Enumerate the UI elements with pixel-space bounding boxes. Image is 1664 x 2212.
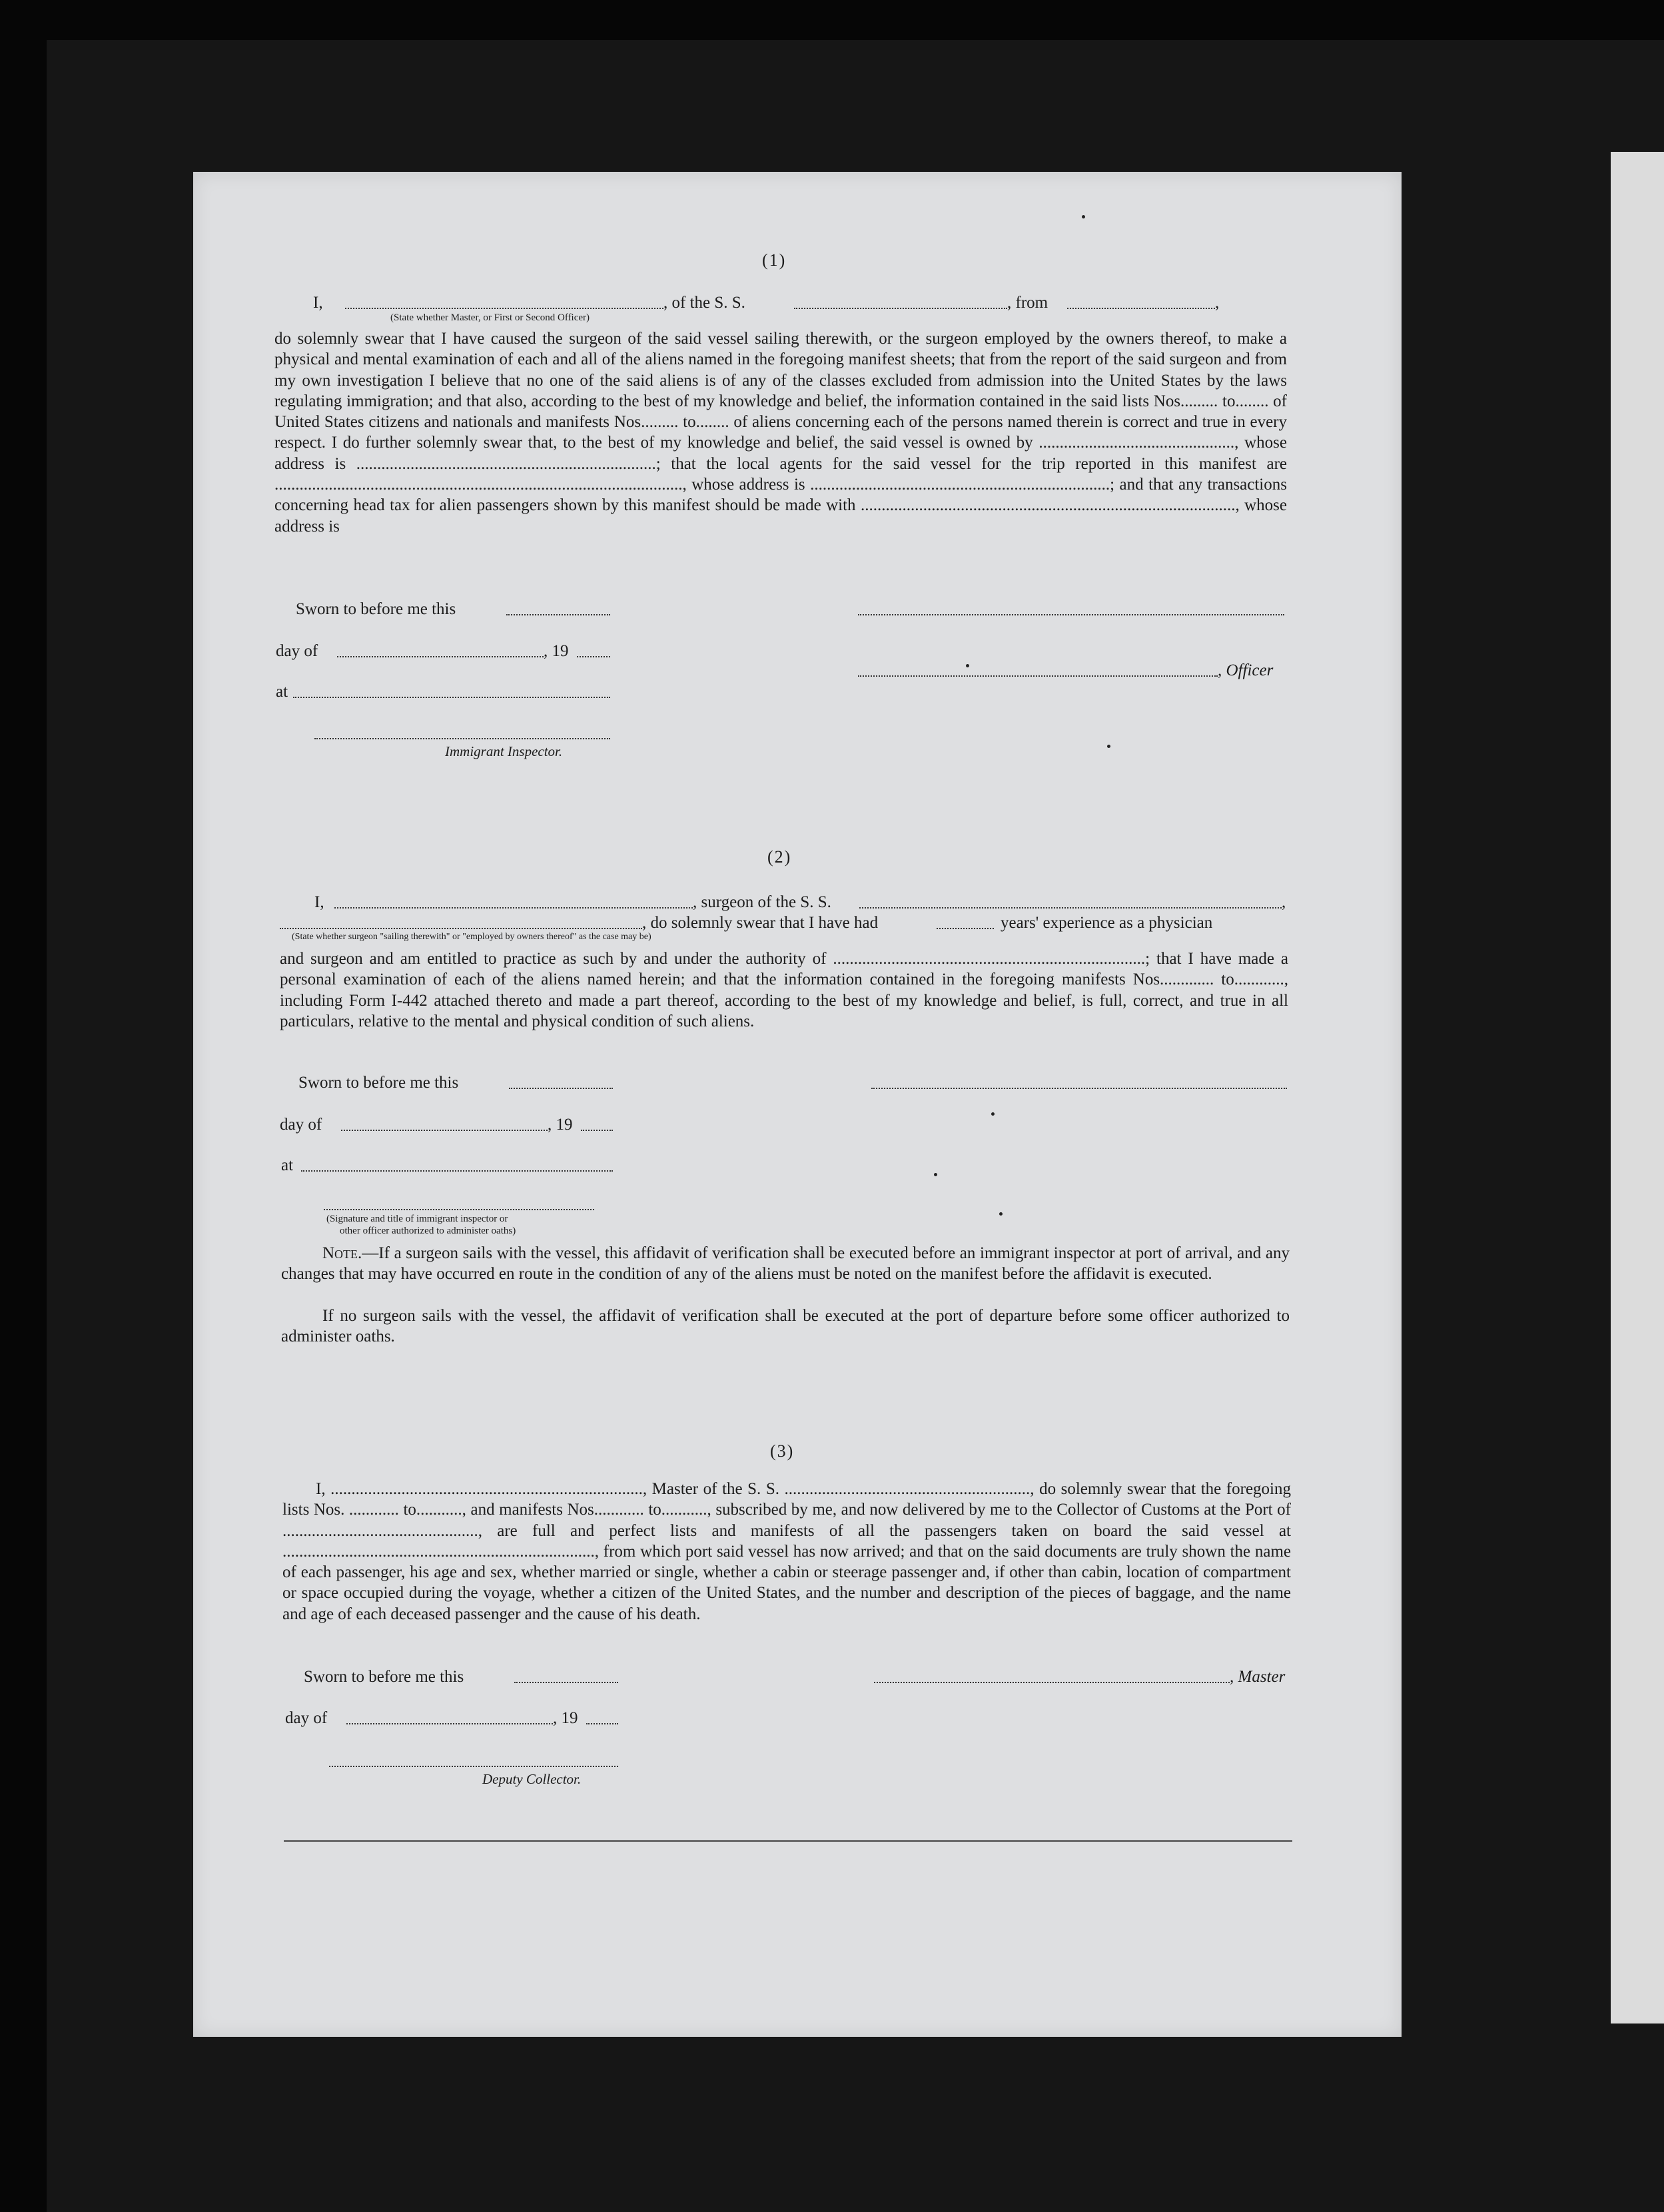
section-1-day-field[interactable] bbox=[337, 656, 544, 657]
film-frame-top bbox=[0, 0, 1664, 40]
section-1-year-label: , 19 bbox=[544, 642, 569, 660]
speck bbox=[966, 664, 969, 667]
section-2-sworn-label: Sworn to before me this bbox=[298, 1074, 459, 1092]
section-3-number: (3) bbox=[770, 1441, 795, 1461]
section-1-signature-field[interactable] bbox=[858, 614, 1284, 615]
speck bbox=[1082, 215, 1085, 218]
bottom-rule bbox=[284, 1840, 1292, 1842]
section-1-year-field[interactable] bbox=[577, 656, 610, 657]
section-1-from: , from bbox=[1007, 294, 1048, 312]
section-3-sworn-field[interactable] bbox=[514, 1682, 618, 1683]
surgeon-name-field[interactable] bbox=[334, 907, 693, 909]
officer-title-field[interactable] bbox=[345, 308, 663, 309]
section-1-of-ss: , of the S. S. bbox=[663, 294, 745, 312]
section-2-at-field[interactable] bbox=[301, 1170, 613, 1172]
section-1-inspector-signature-field[interactable] bbox=[314, 738, 610, 739]
section-2-year-field[interactable] bbox=[581, 1130, 613, 1131]
section-3-day-field[interactable] bbox=[346, 1723, 553, 1724]
master-signature-field[interactable] bbox=[874, 1682, 1230, 1683]
section-2-sworn-field[interactable] bbox=[509, 1088, 613, 1089]
section-2-officer-signature-field[interactable] bbox=[324, 1209, 594, 1210]
deputy-collector-signature-field[interactable] bbox=[329, 1766, 618, 1767]
section-1-officer-label: , Officer bbox=[1218, 661, 1274, 679]
speck bbox=[1107, 745, 1110, 748]
section-2-surgeon: , surgeon of the S. S. bbox=[693, 893, 831, 911]
section-2-vessel-field[interactable] bbox=[859, 907, 1282, 909]
vessel-name-field[interactable] bbox=[794, 308, 1007, 309]
section-1-day-of-label: day of bbox=[276, 642, 318, 660]
section-1-sworn-field[interactable] bbox=[506, 614, 610, 615]
speck bbox=[934, 1173, 937, 1176]
manifest-page bbox=[193, 172, 1402, 2037]
section-1-at-label: at bbox=[276, 683, 288, 701]
note-paragraph-2: If no surgeon sails with the vessel, the affidavit of verification shall be executed at the port of departure before some officer authorized to administer oaths. bbox=[281, 1307, 1290, 1346]
section-1-inspector-caption: Immigrant Inspector. bbox=[445, 743, 563, 759]
from-port-field[interactable] bbox=[1067, 308, 1215, 309]
section-1-comma: , bbox=[1215, 294, 1220, 312]
surgeon-status-field[interactable] bbox=[280, 928, 642, 929]
section-1-number: (1) bbox=[762, 250, 787, 270]
section-3-year-field[interactable] bbox=[586, 1723, 618, 1724]
section-2-day-of-label: day of bbox=[280, 1116, 322, 1134]
section-2-day-field[interactable] bbox=[341, 1130, 548, 1131]
section-2-at-label: at bbox=[281, 1156, 294, 1174]
section-1-at-field[interactable] bbox=[293, 697, 610, 698]
speck bbox=[991, 1112, 995, 1116]
section-2-i: I, bbox=[314, 893, 324, 911]
section-2-paragraph: and surgeon and am entitled to practice as such by and under the authority of ...........................................................................; that I have made a personal examination of each of the aliens named herein; and that the information contained in the foregoing manifests Nos............. to............, including Form I-442 attached thereto and made a part thereof, according to the best of my knowledge and belief, is full, correct, and true in all particulars, relative to the mental and physical condition of such aliens. bbox=[280, 950, 1288, 1030]
section-2-caption: (State whether surgeon "sailing therewith" or "employed by owners thereof" as the case may be) bbox=[292, 932, 651, 942]
note-paragraph-1 bbox=[281, 1243, 1290, 1285]
section-1-sworn-label: Sworn to before me this bbox=[296, 600, 456, 618]
section-2-years: years' experience as a physician bbox=[1001, 914, 1213, 932]
section-2-swear: , do solemnly swear that I have had bbox=[642, 914, 879, 932]
section-3-signer-caption: Deputy Collector. bbox=[482, 1771, 582, 1787]
section-2-signature-field[interactable] bbox=[871, 1088, 1287, 1089]
section-1-i: I, bbox=[313, 294, 323, 312]
officer-name-field[interactable] bbox=[858, 675, 1218, 677]
section-2-signer-line-2: other officer authorized to administer oaths) bbox=[340, 1226, 516, 1236]
section-3-sworn-label: Sworn to before me this bbox=[304, 1668, 464, 1686]
section-3-year-label: , 19 bbox=[553, 1709, 578, 1727]
section-2-comma: , bbox=[1282, 893, 1286, 911]
section-1-caption: (State whether Master, or First or Second Officer) bbox=[390, 312, 590, 323]
section-2-year-label: , 19 bbox=[548, 1116, 573, 1134]
speck bbox=[999, 1212, 1003, 1216]
note-label: Note. bbox=[322, 1244, 362, 1262]
note-text-1: —If a surgeon sails with the vessel, this affidavit of verification shall be executed before an immigrant inspector at port of arrival, and any changes that may have occurred en route in the condition of any of the aliens must be noted on the manifest before the affidavit is executed. bbox=[281, 1244, 1290, 1284]
section-2-signer-line-1: (Signature and title of immigrant inspector or bbox=[326, 1214, 508, 1224]
film-frame-left bbox=[0, 0, 47, 2212]
section-3-paragraph: I, ..........................................................................., Master of the S. S. ..........................................................., do solemnly swear that the foregoing lists Nos. ............ to..........., and manifests Nos............ to..........., subscribed by me, and now delivered by me to the Collector of Customs at the Port of ..............................................., are full and perfect lists and manifests of all the passengers taken on board the said vessel at ..........................................................................., from which port said vessel has now arrived; and that on the said documents are truly shown the name of each passenger, his age and sex, whether married or single, whether a cabin or steerage passenger and, if other than cabin, location of compartment or space occupied during the voyage, whether a citizen of the United States, and the number and description of the pieces of baggage, and the name and age of each deceased passenger and the cause of his death. bbox=[282, 1480, 1291, 1623]
years-experience-field[interactable] bbox=[937, 928, 994, 929]
section-2-number: (2) bbox=[767, 847, 792, 867]
section-3-master-label: , Master bbox=[1230, 1668, 1286, 1686]
section-3-day-of-label: day of bbox=[285, 1709, 328, 1727]
section-1-paragraph: do solemnly swear that I have caused the surgeon of the said vessel sailing therewith, or the surgeon employed by the owners thereof, to make a physical and mental examination of each and all of the aliens named in the foregoing manifest sheets; that from the report of the said surgeon and from my own investigation I believe that no one of the said aliens is of any of the classes excluded from admission into the United States by the laws regulating immigration; and that also, according to the best of my knowledge and belief, the information contained in the said lists Nos......... to........ of United States citizens and nationals and manifests Nos......... to........ of aliens concerning each of the persons named therein is correct and true in every respect. I do further solemnly swear that, to the best of my knowledge and belief, the said vessel is owned by ..............................................., whose address is ........................................................................; that the local agents for the said vessel for the trip reported in this manifest are .................................................................................................., whose address is ........................................................................; and that any transactions concerning head tax for alien passengers shown by this manifest should be made with .........................................................................................., whose address is bbox=[274, 330, 1287, 536]
adjacent-page-edge bbox=[1611, 152, 1664, 2024]
